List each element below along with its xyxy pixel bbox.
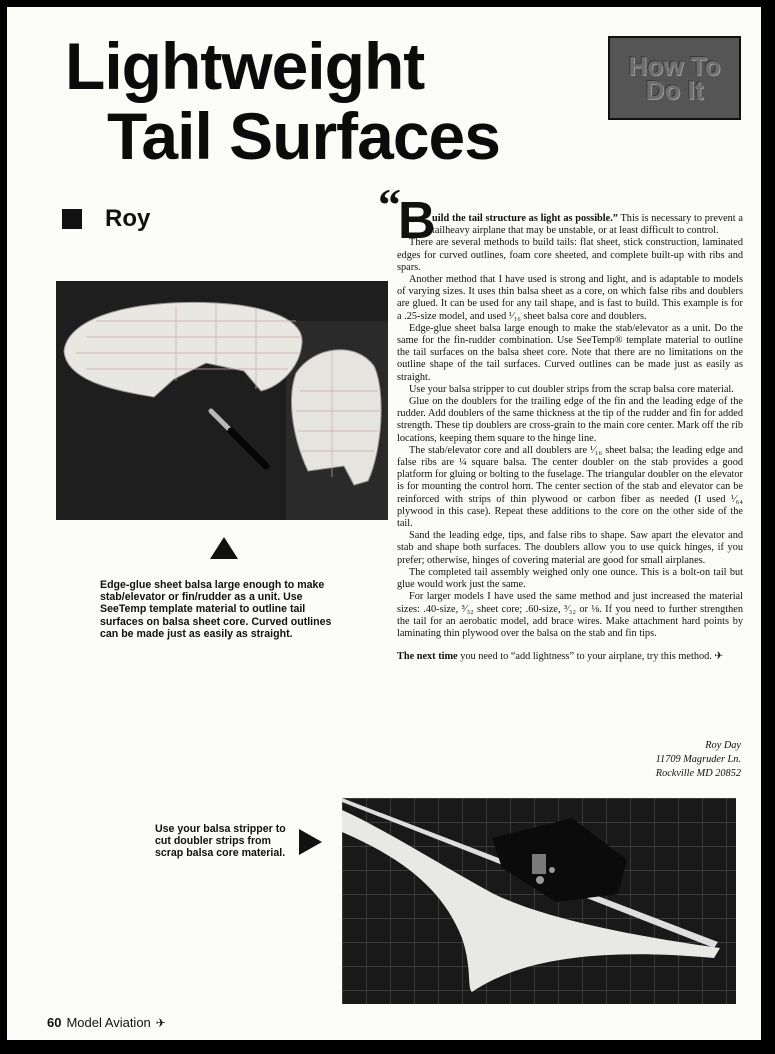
signature-name: Roy Day — [705, 740, 741, 751]
badge-line1: How To — [628, 51, 721, 81]
lead-text: This is necessary to prevent a tailheavy airplane that may be unstable, or at least difficult to control. — [432, 213, 743, 237]
drop-quote-mark: “ — [378, 179, 401, 230]
airplane-icon: ✈ — [155, 1015, 166, 1030]
author-block — [62, 205, 150, 233]
how-to-badge — [608, 36, 741, 120]
lead-bold-text: uild the tail structure as light as possible.” — [432, 213, 618, 224]
photo1-caption: Edge-glue sheet balsa large enough to make stab/elevator or fin/rudder as a unit. Use SeeTemp template material to outline tail surfaces on balsa sheet core. Curved outlines can be made just as easily as straight. — [100, 579, 332, 640]
body-paragraph: There are several methods to build tails: flat sheet, stick construction, laminated edges for curved outlines, foam core sheeted, and complete built-up with ribs and spars. — [397, 237, 743, 273]
body-paragraph: For larger models I have used the same method and just increased the material sizes: .40-size, ³⁄₃₂ sheet core; .60-size, ³⁄₃₂ or ⅛. If you need to further strengthen the tail for an aerobatic model, add brace wires. Make attachment hard points by laminating thin plywood over the balsa on the stab and fin tips. — [397, 591, 743, 639]
body-paragraph: Sand the leading edge, tips, and false ribs to shape. Saw apart the elevator and stab and shape both surfaces. The doublers allow you to use quick hinges, if you prefer; otherwise, hinges of covering material are good for small airplanes. — [397, 530, 743, 566]
magazine-page — [7, 7, 761, 1040]
photo2-caption: Use your balsa stripper to cut doubler strips from scrap balsa core material. — [155, 823, 286, 860]
article-title-line1: Lightweight — [65, 29, 425, 103]
balsa-stripper-illustration — [342, 798, 736, 1004]
closing-paragraph — [397, 651, 743, 663]
caption-arrow-right-icon — [299, 829, 322, 855]
body-paragraph: Edge-glue sheet balsa large enough to make the stab/elevator as a unit. Do the same for the fin-rudder combination. Use SeeTemp® template material to outline the tail surfaces on the balsa sheet core. Note that there are no limitations on the outline shape of the tail surfaces. Curved outlines can be made just as easily as straight. — [397, 322, 743, 383]
badge-line2: Do It — [645, 75, 704, 105]
tail-template-photo — [56, 281, 388, 520]
signature-street: 11709 Magruder Ln. — [655, 754, 741, 765]
article-body — [397, 213, 743, 663]
body-paragraph: Another method that I have used is strong and light, and is adaptable to models of varying sizes. It uses thin balsa sheet as a core, on which false ribs and doublers are glued. It can be used for any tail shape, and is fast to build. This example is for a .25-size model, and used ¹⁄₁₆ sheet balsa core and doublers. — [397, 274, 743, 322]
article-title-line2: Tail Surfaces — [107, 99, 500, 173]
tail-template-illustration — [56, 281, 388, 520]
closing-text: you need to “add lightness” to your airplane, try this method. ✈ — [457, 651, 724, 663]
drop-cap: B — [398, 192, 436, 250]
page-number: 60 — [47, 1015, 62, 1030]
body-paragraph: Use your balsa stripper to cut doubler strips from the scrap balsa core material. — [409, 383, 734, 395]
caption-arrow-up-icon — [210, 537, 238, 559]
closing-bold-text: The next time — [397, 651, 458, 663]
magazine-name: Model Aviation — [66, 1015, 151, 1030]
author-signature — [656, 739, 741, 781]
bullet-square-icon — [62, 209, 82, 229]
author-name: Roy — [105, 205, 151, 232]
body-paragraph: The completed tail assembly weighed only one ounce. This is a bolt-on tail but glue would work just the same. — [397, 566, 743, 591]
signature-city: Rockville MD 20852 — [655, 768, 741, 779]
body-paragraph: Glue on the doublers for the trailing edge of the fin and the leading edge of the rudder. Add doublers of the same thickness at the tip of the rudder and fin for added strength. These tip doublers are cross-grain to the main core center. Mark off the rib locations, keeping them square to the hinge line. — [397, 396, 743, 444]
lead-paragraph — [397, 213, 743, 237]
balsa-stripper-photo — [342, 798, 736, 1004]
page-footer — [47, 1015, 166, 1030]
body-paragraph: The stab/elevator core and all doublers are ¹⁄₁₆ sheet balsa; the leading edge and false ribs are ¼ square balsa. The center doubler on the stab provides a good platform for gluing or bolting to the fuselage. The triangular doubler on the elevator is for mounting the control horn. The center section of the stab and elevator can be reinforced with strips of thin plywood or carbon fiber as needed (I used ¹⁄₆₄ plywood in this case). Repeat these additions to the core on the other side of the tail. — [397, 444, 743, 530]
